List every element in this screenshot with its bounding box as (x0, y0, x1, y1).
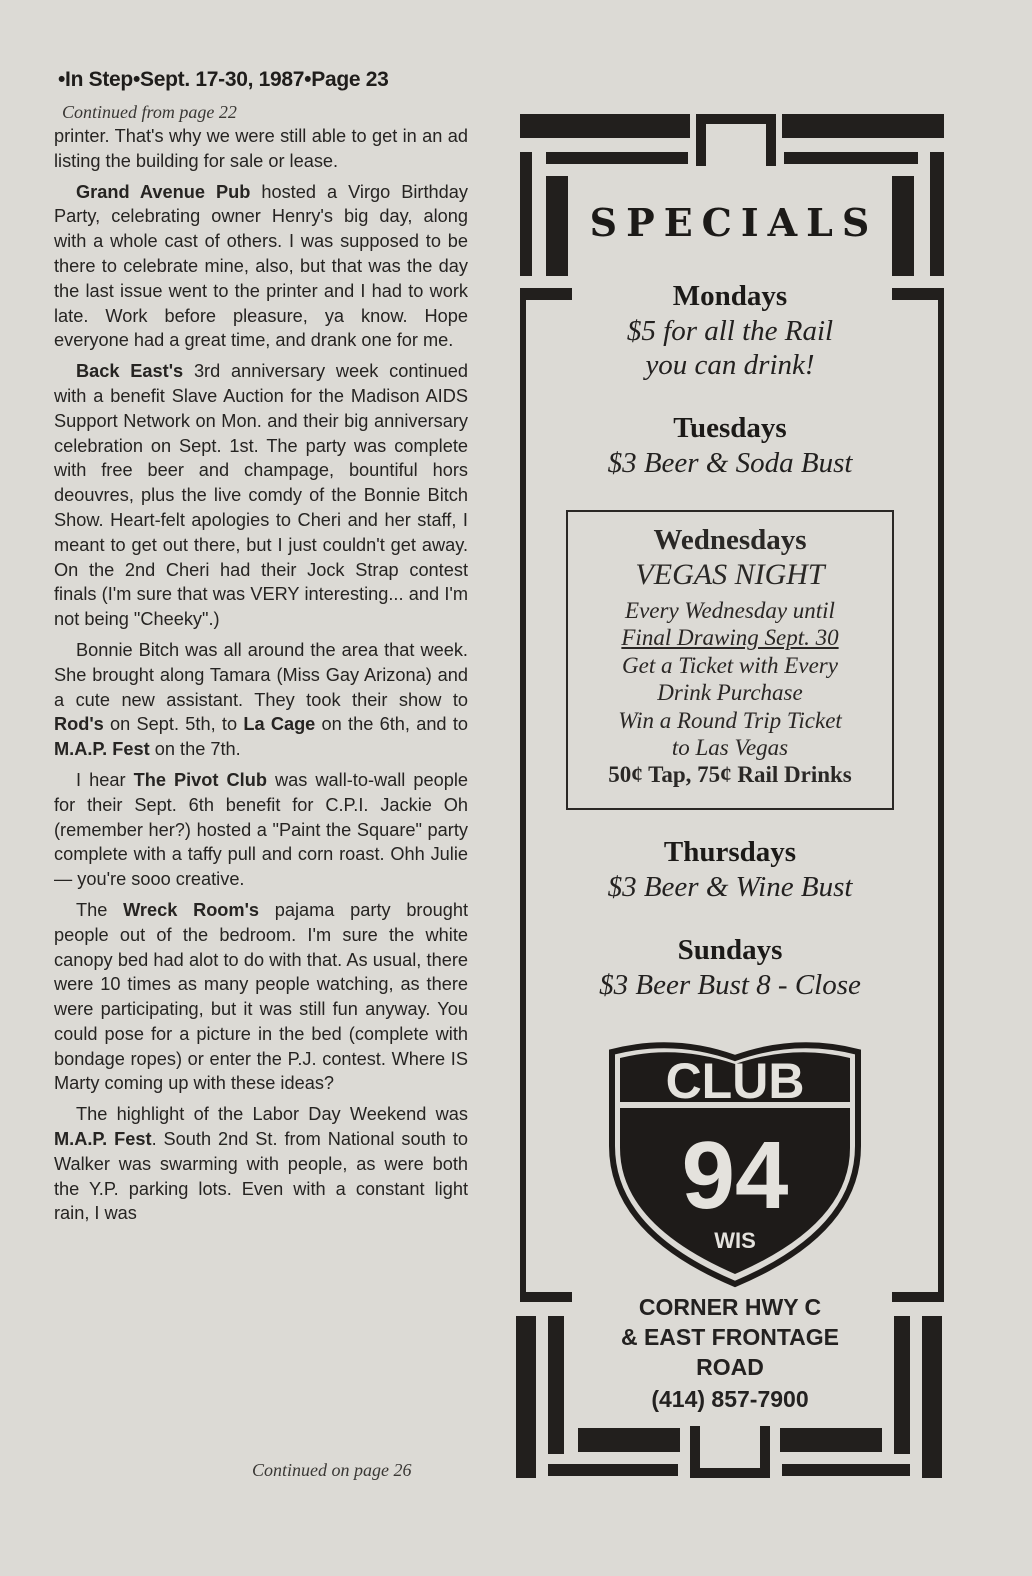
venue-name: Back East's (76, 361, 184, 382)
paragraph: printer. That's why we were still able to get in an ad listing the building for sale or lease. (54, 126, 468, 171)
frame-bar (548, 1464, 678, 1476)
frame-bar (546, 176, 568, 276)
address-line: CORNER HWY C (638, 1294, 822, 1320)
logo-number: 94 (681, 1122, 789, 1229)
special-day: Wednesdays (653, 524, 807, 556)
frame-bar (780, 1428, 882, 1452)
frame-bar (894, 1316, 910, 1454)
paragraph: Bonnie Bitch was all around the area that week. She brought along Tamara (Miss Gay Arizona) and a cute new assistant. They took their show to Rod's on Sept. 5th, to La Cage on the 6th, and to M.A.P. Fest on the 7th. (54, 639, 468, 760)
vegas-night-box (566, 510, 894, 810)
frame-bar (520, 152, 532, 276)
paragraph: The Wreck Room's pajama party brought people out of the bedroom. I'm sure the white canopy bed had alot to do with that. As usual, there were 10 times as many people watching, as there were participating, but it was still fun anyway. You could pose for a picture in the bed (complete with bondage ropes) or enter the P.J. contest. Where IS Marty coming up with these ideas? (54, 899, 469, 1094)
frame-bar (548, 1316, 564, 1454)
frame-bar (516, 1316, 536, 1478)
address-line: ROAD (696, 1354, 764, 1380)
venue-name: Wreck Room's (123, 899, 260, 920)
vegas-line: to Las Vegas (671, 735, 789, 760)
frame-bar (690, 1468, 770, 1478)
special-deal: $3 Beer Bust 8 - Close (599, 969, 861, 1001)
frame-bar (930, 152, 944, 276)
phone-number: (414) 857-7900 (651, 1386, 809, 1412)
frame-bar (578, 1428, 680, 1452)
vegas-line: Every Wednesday until (625, 598, 835, 623)
frame-bar (892, 176, 914, 276)
special-deal: $3 Beer & Soda Bust (607, 447, 853, 479)
club-94-shield-logo (604, 1036, 866, 1288)
frame-bar (546, 152, 688, 164)
vegas-line: Win a Round Trip Ticket (618, 708, 842, 733)
frame-bar (520, 114, 690, 138)
special-day: Thursdays (663, 836, 797, 868)
vegas-line: Drink Purchase (657, 680, 803, 705)
logo-club-text: CLUB (665, 1053, 805, 1109)
venue-name: The Pivot Club (133, 769, 267, 790)
article-column (54, 124, 468, 1232)
special-deal: you can drink! (645, 349, 815, 381)
club-94-advertisement (512, 108, 948, 1488)
paragraph: I hear The Pivot Club was wall-to-wall people for their Sept. 6th benefit for C.P.I. Jackie Oh (remember her?) hosted a "Paint the Square" party complete with a taffy pull and corn roast. Ohh Julie — you're sooo creative. (54, 769, 469, 890)
special-deal: $5 for all the Rail (626, 315, 834, 347)
continued-to-note: Continued on page 26 (252, 1460, 412, 1480)
logo-state: WIS (714, 1228, 756, 1253)
frame-bar (696, 114, 776, 124)
venue-name: M.A.P. Fest (54, 1129, 152, 1150)
continued-from-note: Continued from page 22 (62, 102, 237, 122)
venue-name: La Cage (243, 714, 316, 735)
ad-title: SPECIALS (589, 200, 879, 245)
venue-name: Rod's (54, 714, 104, 735)
paragraph: Back East's 3rd anniversary week continued with a benefit Slave Auction for the Madison AIDS Support Network on Mon. and their big anniversary celebration on Sept. 1st. The party was complete with free beer and champage, bountiful hors deouvres, plus the live comdy of the Bonnie Bitch Show. Heart-felt apologies to Cheri and her staff, I meant to get out there, but I just couldn't get away. On the 2nd Cheri had their Jock Strap contest finals (I'm sure that was VERY interesting... and I'm not being "Cheeky".) (54, 361, 468, 630)
paragraph: Grand Avenue Pub hosted a Virgo Birthday Party, celebrating owner Henry's big day, along with a whole cast of others. I was supposed to be there to celebrate mine, also, but that was the day the last issue went to the printer and I had to work late. Work before pleasure, ya know. Hope everyone had a great time, and drank one for me. (54, 181, 468, 351)
vegas-line: Get a Ticket with Every (622, 653, 838, 678)
venue-name: Grand Avenue Pub (76, 181, 251, 202)
vegas-night-title: VEGAS NIGHT (635, 558, 825, 591)
frame-bar (520, 288, 526, 1300)
drink-prices: 50¢ Tap, 75¢ Rail Drinks (608, 762, 852, 787)
frame-bar (938, 288, 944, 1300)
venue-name: M.A.P. Fest (54, 739, 150, 760)
frame-bar (766, 114, 776, 166)
special-deal: $3 Beer & Wine Bust (607, 871, 853, 903)
special-day: Mondays (672, 280, 788, 312)
special-day: Tuesdays (673, 412, 787, 444)
vegas-line: Final Drawing Sept. 30 (621, 625, 839, 650)
frame-bar (782, 114, 944, 138)
frame-bar (520, 1292, 572, 1302)
address-line: & EAST FRONTAGE (620, 1324, 840, 1350)
paragraph: The highlight of the Labor Day Weekend was M.A.P. Fest. South 2nd St. from National south to Walker was swarming with people, as were both the Y.P. parking lots. Even with a constant light rain, I was (54, 1104, 468, 1224)
page-header: •In Step•Sept. 17-30, 1987•Page 23 (58, 68, 389, 91)
frame-bar (782, 1464, 910, 1476)
frame-bar (922, 1316, 942, 1478)
frame-bar (892, 1292, 944, 1302)
frame-bar (784, 152, 918, 164)
special-day: Sundays (677, 934, 783, 966)
frame-bar (696, 114, 706, 166)
